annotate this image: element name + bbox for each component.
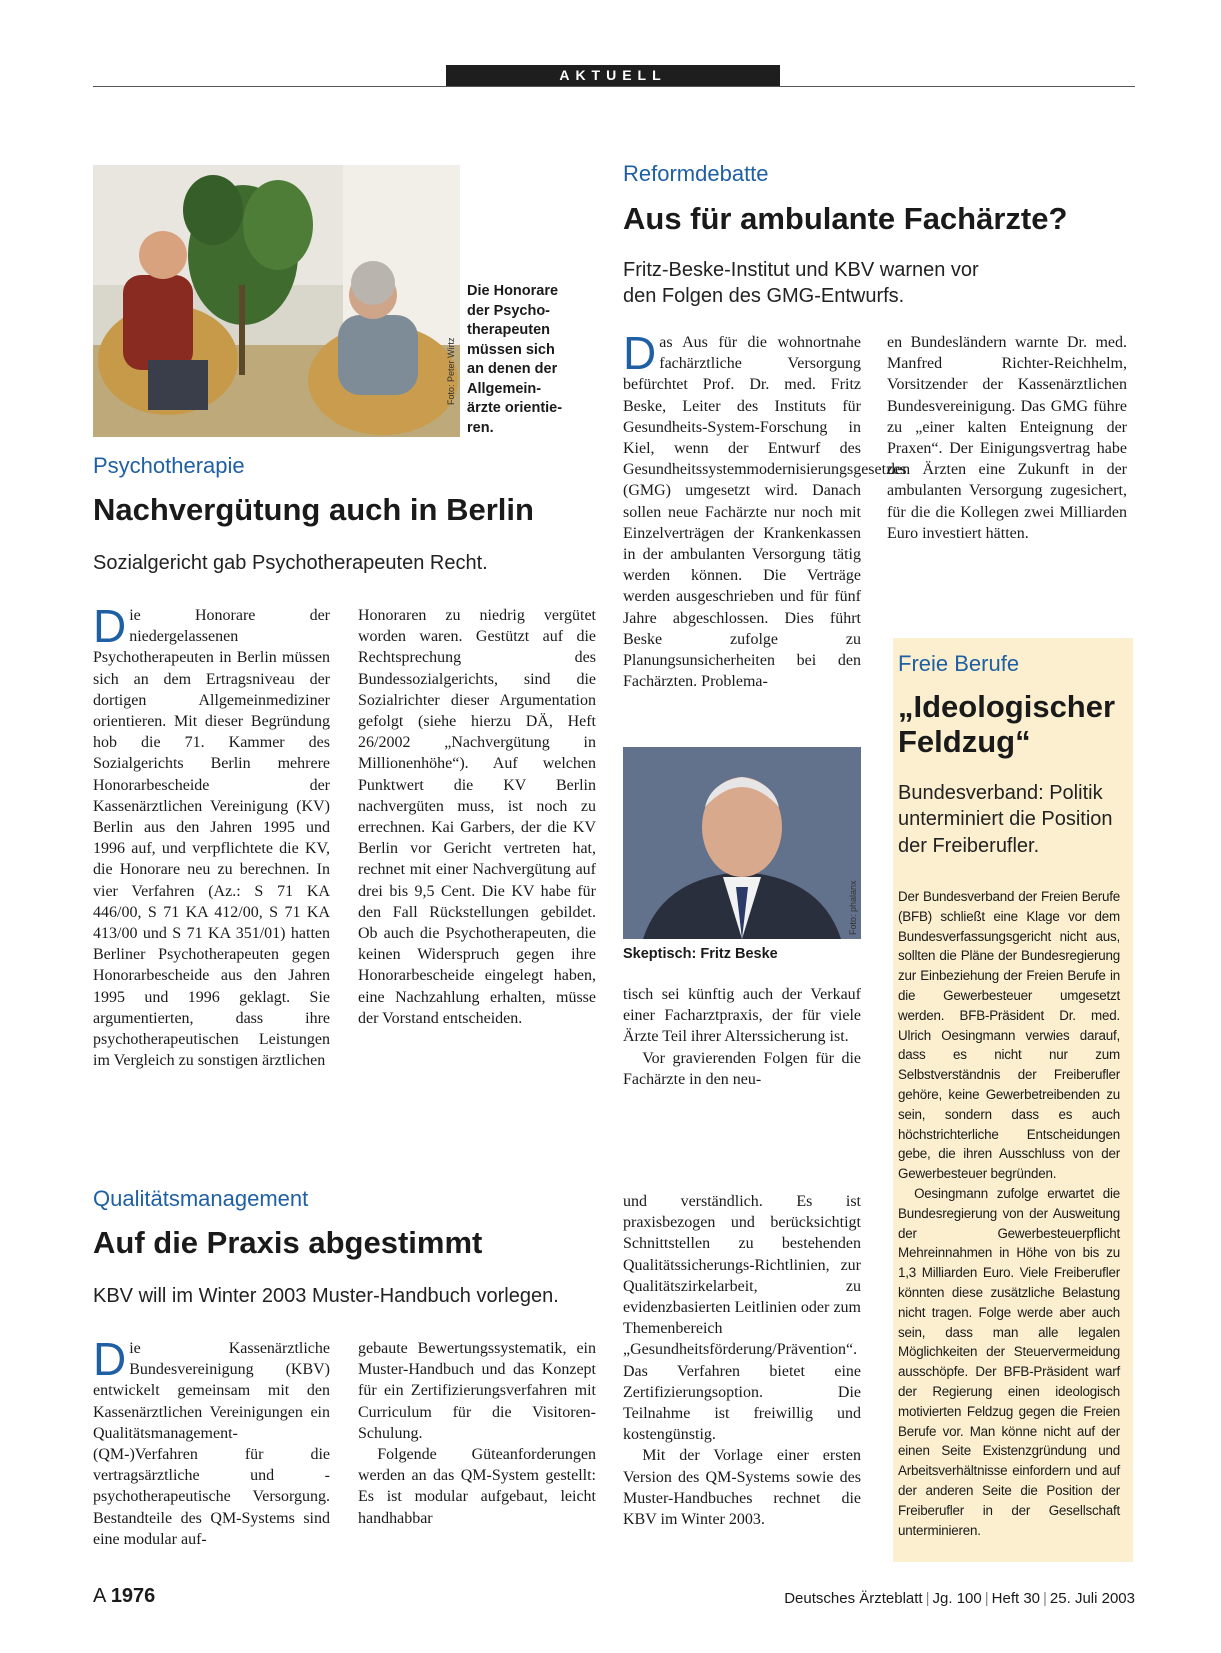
photo-credit: Foto: phalanx	[848, 880, 858, 935]
section-header: AKTUELL	[446, 65, 780, 86]
headline: Auf die Praxis abgestimmt	[93, 1225, 483, 1260]
deck: Fritz-Beske-Institut und KBV warnen vor den Folgen des GMG-Entwurfs.	[623, 259, 979, 308]
journal-date: 25. Juli 2003	[1049, 1590, 1135, 1607]
paragraph: Vor gravierenden Folgen für die Fachärzte in den neu-	[623, 1049, 861, 1088]
paragraph: Mit der Vorlage einer ersten Version des QM-Systems sowie des Muster-Handbuches rechnet die KBV im Winter 2003.	[623, 1447, 861, 1529]
paragraph: Der Bundesverband der Freien Berufe (BFB) schließt eine Klage vor dem Bundesverfassungsgericht nicht aus, sollten die Pläne der Bundesregierung zur Einbeziehung der Freien Berufe in die Gewerbesteuer umgesetzt werden. BFB-Präsident Dr. med. Ulrich Oesingmann verwies darauf, dass es nicht nur zum Selbstverständnis der Freiberufler gehöre, keine Gewerbetreibenden zu sein, sondern dass es auch höchstrichterliche Entscheidungen gebe, die ihren Ausschluss von der Gewerbesteuer begründen.	[898, 889, 1120, 1182]
deck: Sozialgericht gab Psychotherapeuten Recht.	[93, 552, 488, 574]
article-column	[623, 1191, 861, 1530]
column-text: as Aus für die wohnortnahe fachärztliche Versorgung befürchtet Prof. Dr. med. Fritz Beske, Leiter des Instituts für Gesundheits-System-Forschung in Kiel, wenn der Entwurf des Gesundheitssystemmodernisierungsgesetzes (GMG) umgesetzt wird. Danach sollen neue Fachärzte nur noch mit Einzelverträgen der Krankenkassen in der ambulanten Versorgung tätig werden können. Die Verträge werden ausgeschrieben und für fünf Jahre abgeschlossen. Dies führt Beske zufolge zu Planungsunsicherheiten bei den Fachärzten. Problema-	[623, 334, 907, 691]
article-column	[93, 600, 330, 1071]
column-text: ie Kassenärztliche Bundesvereinigung (KBV) entwickelt gemeinsam mit den Kassenärztlichen Vereinigungen ein Qualitätsmanagement-(QM-)Verfahren für die vertragsärztliche und -psychotherapeutische Versorgung. Bestandteile des QM-Systems sind eine modular auf-	[93, 1340, 330, 1548]
paragraph: gebaute Bewertungssystematik, ein Muster-Handbuch und das Konzept für ein Zertifizierungsverfahren mit Curriculum für die Visitoren-Schulung.	[358, 1340, 596, 1442]
header-rule	[93, 86, 1135, 87]
portrait-photo	[623, 747, 861, 939]
paragraph: tisch sei künftig auch der Verkauf einer Facharztpraxis, der für viele Ärzte Teil ihrer Alterssicherung ist.	[623, 986, 861, 1046]
article-column	[358, 605, 596, 1029]
dropcap: D	[623, 327, 657, 379]
journal-issue: Heft 30	[991, 1590, 1041, 1607]
page-prefix: A	[93, 1585, 106, 1607]
dropcap: D	[93, 600, 127, 652]
deck: Bundesverband: Politik unterminiert die Position der Freiberufler.	[898, 782, 1113, 857]
kicker: Freie Berufe	[898, 651, 1020, 676]
article-column	[358, 1338, 596, 1529]
column-text: Honoraren zu niedrig vergütet worden waren. Gestützt auf die Rechtsprechung des Bundessozialgerichts, sind die Sozialrichter dieser Argumentation gefolgt (siehe hierzu DÄ, Heft 26/2002 „Nachvergütung in Millionenhöhe“). Auf welchen Punktwert die KV Berlin nachvergüten muss, ist noch zu errechnen. Kai Garbers, der die KV Berlin vor Gericht vertreten hat, rechnet mit einer Nachvergütung auf drei bis 9,5 Cent. Die KV habe für den Fall Rückstellungen gebildet. Ob auch die Psychotherapeuten, die keinen Widerspruch gegen ihre Honorarbescheide eingelegt haben, eine Nachzahlung erhalten, müsse der Vorstand entscheiden.	[358, 607, 596, 1027]
article-column	[623, 327, 907, 692]
page-number-value: 1976	[110, 1585, 156, 1607]
photo-caption: Skeptisch: Fritz Beske	[623, 946, 778, 962]
journal-info: Deutsches Ärzteblatt | Jg. 100 | Heft 30 | 25. Juli 2003	[784, 1590, 1135, 1607]
paragraph: Folgende Güteanforderungen werden an das QM-System gestellt: Es ist modular aufgebaut, leicht handhabbar	[358, 1446, 596, 1527]
therapy-session-photo	[93, 165, 460, 437]
dropcap: D	[93, 1333, 127, 1385]
paragraph: Oesingmann zufolge erwartet die Bundesregierung von der Ausweitung der Gewerbesteuerpflicht Mehreinnahmen in Höhe von bis zu 1,3 Milliarden Euro. Viele Freiberufler könnten diese zusätzliche Belastung nicht tragen. Folge werde aber auch sein, dass man alle legalen Möglichkeiten der Steuervermeidung ausschöpfe. Der BFB-Präsident warf der Regierung einen ideologisch motivierten Feldzug gegen die Freien Berufe vor. Man könne nicht auf der einen Seite Existenzgründung und Arbeitsverhältnisse einfordern und auf der anderen Seite die Position der Freiberufler in der Gesellschaft unterminieren.	[898, 1185, 1120, 1538]
column-text: en Bundesländern warnte Dr. med. Manfred Richter-Reichhelm, Vorsitzender der Kassenärztlichen Bundesvereinigung. Das GMG führe zu „einer kalten Enteignung der Praxen“. Der Einigungsvertrag habe den Ärzten eine Zukunft in der ambulanten Versorgung zugesichert, für die die Kollegen zwei Milliarden Euro investiert hätten.	[887, 334, 1127, 542]
column-text: ie Honorare der niedergelassenen Psychotherapeuten in Berlin müssen sich an dem Ertragsniveau der dortigen Allgemeinmediziner orientieren. Mit dieser Begründung hob die 71. Kammer des Sozialgerichts Berlin mehrere Honorarbescheide der Kassenärztlichen Vereinigung (KV) Berlin aus den Jahren 1995 und 1996 auf, und verpflichtete die KV, die Honorare neu zu berechnen. In vier Verfahren (Az.: S 71 KA 446/00, S 71 KA 412/00, S 71 KA 413/00 und S 71 KA 351/01) hatten Berliner Psychotherapeuten gegen Honorarbescheide aus den Jahren 1995 und 1996 geklagt. Sie argumentierten, dass ihre psychotherapeutischen Leistungen im Vergleich zu sonstigen ärztlichen	[93, 607, 330, 1070]
headline: Aus für ambulante Fachärzte?	[623, 201, 1068, 236]
kicker: Reformdebatte	[623, 161, 769, 186]
page-number	[93, 1585, 155, 1608]
kicker: Qualitätsmanagement	[93, 1186, 309, 1211]
journal-volume: Jg. 100	[932, 1590, 982, 1607]
article-column	[887, 332, 1127, 544]
article-column	[93, 1333, 330, 1550]
deck: KBV will im Winter 2003 Muster-Handbuch vorlegen.	[93, 1285, 559, 1307]
paragraph: und verständlich. Es ist praxisbezogen und berücksichtigt Schnittstellen zu bestehenden Qualitätssicherungs-Richtlinien, zur Qualitätszirkelarbeit, zu evidenzbasierten Leitlinien oder zum Themenbereich „Gesundheitsförderung/Prävention“. Das Verfahren bietet eine Zertifizierungsoption. Die Teilnahme ist freiwillig und kostengünstig.	[623, 1193, 861, 1444]
sidebar-text	[898, 887, 1120, 1540]
headline: „Ideologischer Feldzug“	[898, 689, 1116, 759]
photo-credit: Foto: Peter Wirtz	[446, 337, 456, 405]
article-column	[623, 984, 861, 1090]
kicker: Psychotherapie	[93, 453, 245, 478]
photo-caption: Die Honorare der Psycho-therapeuten müssen sich an denen der Allgemein-ärzte orientie-ren.	[467, 283, 563, 436]
journal-name: Deutsches Ärzteblatt	[784, 1590, 923, 1607]
headline: Nachvergütung auch in Berlin	[93, 492, 534, 527]
